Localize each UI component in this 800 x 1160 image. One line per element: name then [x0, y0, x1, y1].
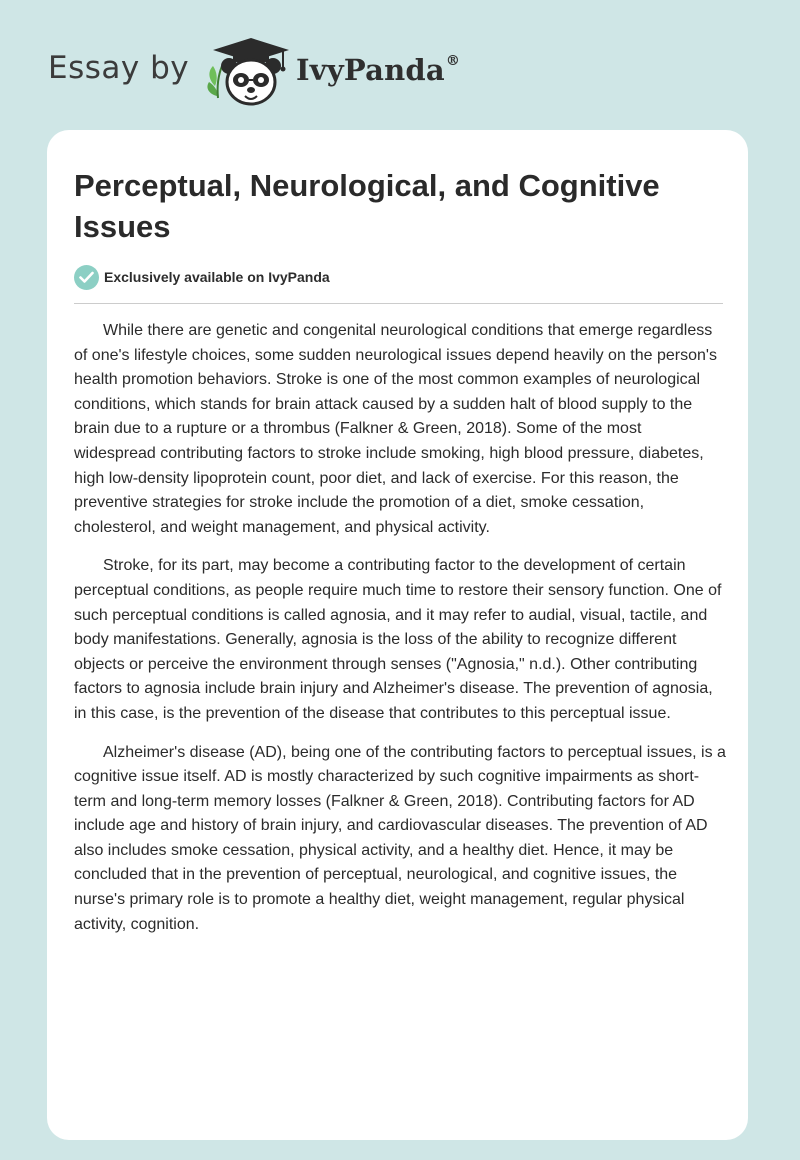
divider [74, 303, 723, 304]
essay-by-label: Essay by [48, 50, 190, 86]
page-title: Perceptual, Neurological, and Cognitive Issues [74, 168, 660, 244]
badge-label: Exclusively available on IvyPanda [104, 269, 330, 285]
exclusive-badge [74, 264, 330, 290]
panda-graduate-icon[interactable] [203, 36, 293, 108]
site-header [0, 0, 800, 120]
registered-mark: ® [445, 53, 461, 70]
paragraph-1: While there are genetic and congenital neurological conditions that emerge regardless of one's lifestyle choices, some sudden neurological issues depend heavily on the person's health promotion behaviors. Stroke is one of the most common examples of neurological conditions, which stands for brain attack caused by a sudden halt of blood supply to the brain due to a rupture or a thrombus (Falkner & Green, 2018). Some of the most widespread contributing factors to stroke include smoking, high blood pressure, diabetes, high low-density lipoprotein count, poor diet, and lack of exercise. For this reason, the preventive strategies for stroke include the promotion of a diet, smoke cessation, cholesterol, and weight management, and physical activity. [74, 322, 717, 536]
paragraph-3: Alzheimer's disease (AD), being one of the contributing factors to perceptual issues, is a cognitive issue itself. AD is mostly characterized by such cognitive impairments as short-term and long-term memory losses (Falkner & Green, 2018). Contributing factors for AD include age and history of brain injury, and cardiovascular diseases. The prevention of AD also includes smoke cessation, physical activity, and a healthy diet. Hence, it may be concluded that in the prevention of perceptual, neurological, and cognitive issues, the nurse's primary role is to promote a healthy diet, weight management, regular physical activity, cognition. [74, 743, 726, 933]
essay-card [47, 130, 748, 1140]
brand-name[interactable] [296, 53, 460, 87]
paragraph-2: Stroke, for its part, may become a contributing factor to the development of certain perceptual conditions, as people require much time to restore their sensory function. One of such perceptual conditions is called agnosia, and it may refer to audial, visual, tactile, and body manifestations. Generally, agnosia is the loss of the ability to recognize different objects or perceive the environment through senses ("Agnosia," n.d.). Other contributing factors to agnosia include brain injury and Alzheimer's disease. The prevention of agnosia, in this case, is the prevention of the disease that contributes to this perceptual issue. [74, 557, 722, 722]
check-circle-icon [74, 265, 99, 290]
brand-text: IvyPanda [296, 53, 445, 87]
essay-body [74, 319, 726, 951]
